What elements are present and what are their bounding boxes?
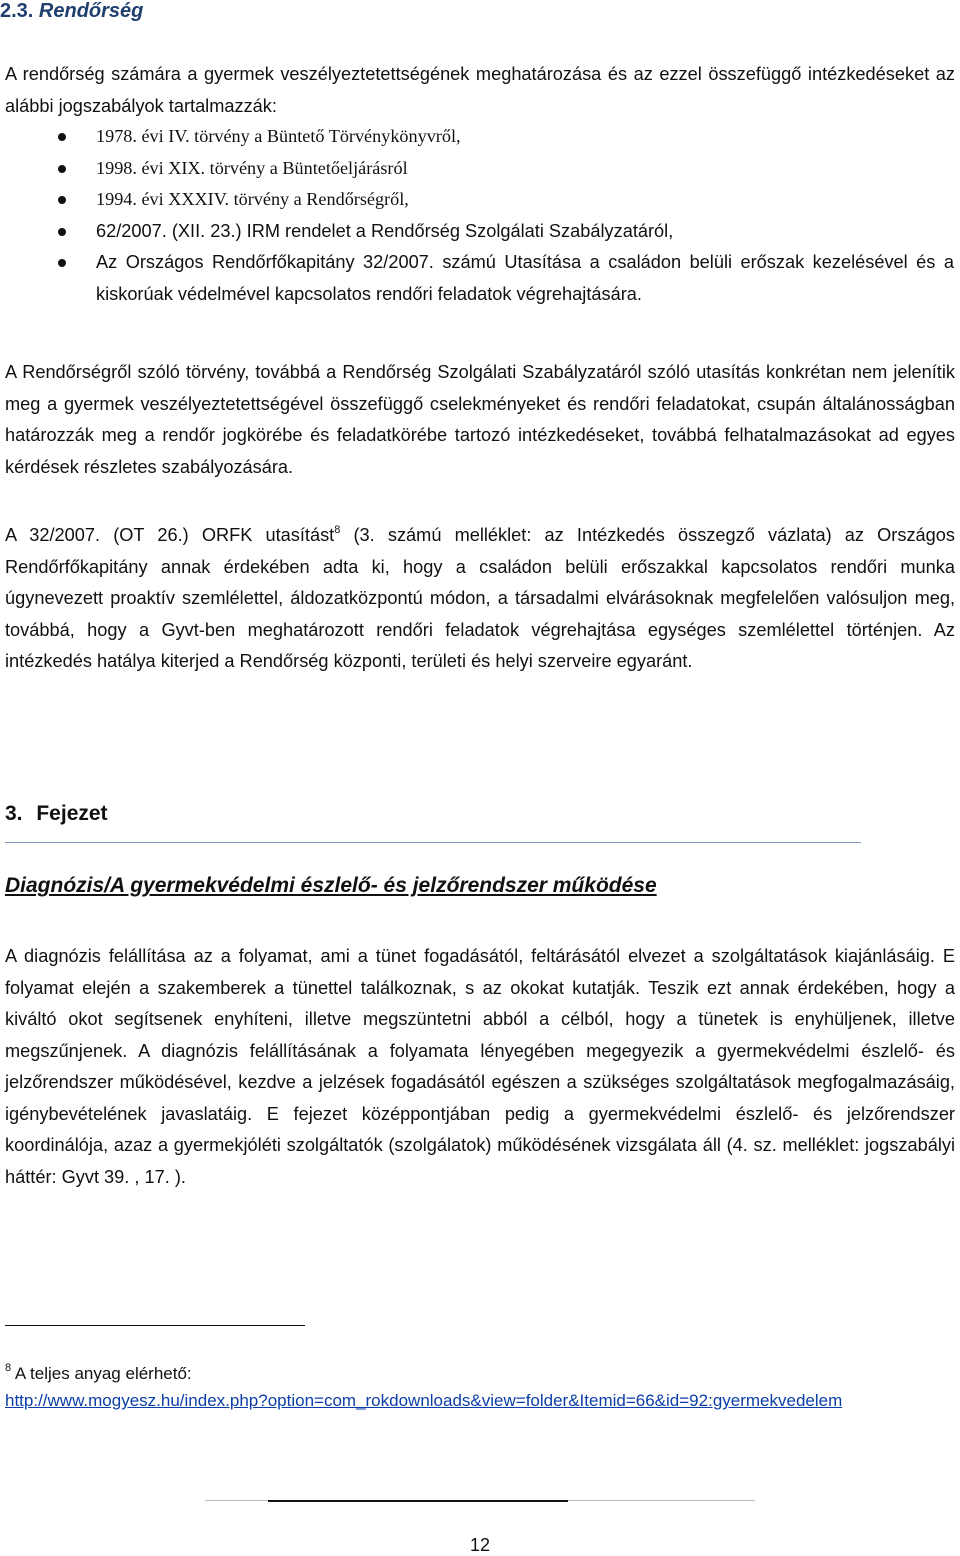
- chapter-divider: [5, 842, 861, 843]
- section-heading: [0, 0, 143, 22]
- law-text: 1978. évi IV. törvény a Büntető Törvénykönyvről,: [96, 126, 461, 146]
- list-item: [0, 121, 960, 153]
- chapter-heading: [5, 802, 108, 826]
- list-item: [0, 247, 960, 310]
- list-item: [0, 153, 960, 185]
- bullet-icon: [58, 165, 66, 173]
- list-item: [0, 216, 960, 248]
- law-text: 62/2007. (XII. 23.) IRM rendelet a Rendőrség Szolgálati Szabályzatáról,: [96, 220, 674, 241]
- law-list: [0, 121, 960, 310]
- bullet-icon: [58, 133, 66, 141]
- orfk-instruction-paragraph: [5, 520, 955, 678]
- list-item: [0, 184, 960, 216]
- footnote: [5, 1360, 955, 1414]
- law-text: Az Országos Rendőrfőkapitány 32/2007. számú Utasítása a családon belüli erőszak kezelésével és a kiskorúak védelmével kapcsolatos rendőri feladatok végrehajtására.: [96, 252, 954, 304]
- law-text: 1994. évi XXXIV. törvény a Rendőrségről,: [96, 189, 409, 209]
- chapter-subtitle: Diagnózis/A gyermekvédelmi észlelő- és jelzőrendszer működése: [5, 874, 657, 897]
- bullet-icon: [58, 196, 66, 204]
- paragraph-text: (3. számú melléklet: az Intézkedés összegző vázlata) az Országos Rendőrfőkapitány annak érdekében adta ki, hogy a családon belüli erőszakkal kapcsolatos rendőri munka úgynevezett proaktív szemlélettel, áldozatközpontú módon, a társadalmi elvárásoknak megfelelően valósuljon meg, továbbá, hogy a Gyvt-ben meghatározott rendőri feladatok végrehajtása egységes szemlélettel történjen. Az intézkedés hatálya kiterjed a Rendőrség központi, területi és helyi szerveire egyaránt.: [5, 525, 955, 671]
- footnote-link[interactable]: http://www.mogyesz.hu/index.php?option=com_rokdownloads&view=folder&Itemid=66&id=92:gyermekvedelem: [5, 1391, 843, 1410]
- section-title: Rendőrség: [38, 0, 144, 22]
- bullet-icon: [58, 228, 66, 236]
- law-text: 1998. évi XIX. törvény a Büntetőeljárásról: [96, 157, 408, 178]
- chapter-title: Fejezet: [36, 802, 108, 825]
- paragraph-text: A 32/2007. (OT 26.) ORFK utasítást: [5, 525, 335, 545]
- bullet-icon: [58, 259, 66, 267]
- chapter-number: 3.: [5, 802, 23, 825]
- diagnosis-paragraph: A diagnózis felállítása az a folyamat, ami a tünet fogadásától, feltárásától elvezet a szolgáltatások kiajánlásáig. E folyamat elején a szakemberek a tünettel találkoznak, s az okokat kutatják. Teszik ezt annak érdekében, hogy a kiváltó okot segítsenek enyhíteni, illetve megszüntetni abból a célból, hogy a tünetek is enyhüljenek, illetve megszűnjenek. A diagnózis felállításának a folyamata lényegében megegyezik a gyermekvédelmi észlelő- és jelzőrendszer működésével, kezdve a jelzések fogadásától egészen a szükséges szolgáltatások megfogalmazásáig, igénybevételének javaslatáig. E fejezet középpontjában pedig a gyermekvédelmi észlelő- és jelzőrendszer koordinálója, azaz a gyermekjóléti szolgáltatók (szolgálatok) működésének vizsgálata áll (4. sz. melléklet: jogszabályi háttér: Gyvt 39. , 17. ).: [5, 946, 955, 1187]
- footnote-reference[interactable]: 8: [334, 524, 341, 536]
- police-act-paragraph: A Rendőrségről szóló törvény, továbbá a Rendőrség Szolgálati Szabályzatáról szóló utasítás konkrétan nem jelenítik meg a gyermek veszélyeztetettségével összefüggő cselekményeket és rendőri feladatokat, csupán általánosságban határozzák meg a rendőr jogkörébe és feladatkörébe tartozó intézkedéseket, továbbá felhatalmazásokat ad egyes kérdések részletes szabályozására.: [5, 362, 955, 477]
- footnote-text: A teljes anyag elérhető:: [11, 1364, 192, 1383]
- footer-divider-accent: [268, 1500, 568, 1502]
- footnote-separator: [5, 1325, 305, 1326]
- section-number: 2.3.: [0, 0, 34, 22]
- intro-paragraph: A rendőrség számára a gyermek veszélyeztetettségének meghatározása és az ezzel összefüggő intézkedéseket az alábbi jogszabályok tartalmazzák:: [5, 64, 955, 116]
- page-number: 12: [469, 1535, 491, 1555]
- footnote-number: 8: [5, 1362, 12, 1374]
